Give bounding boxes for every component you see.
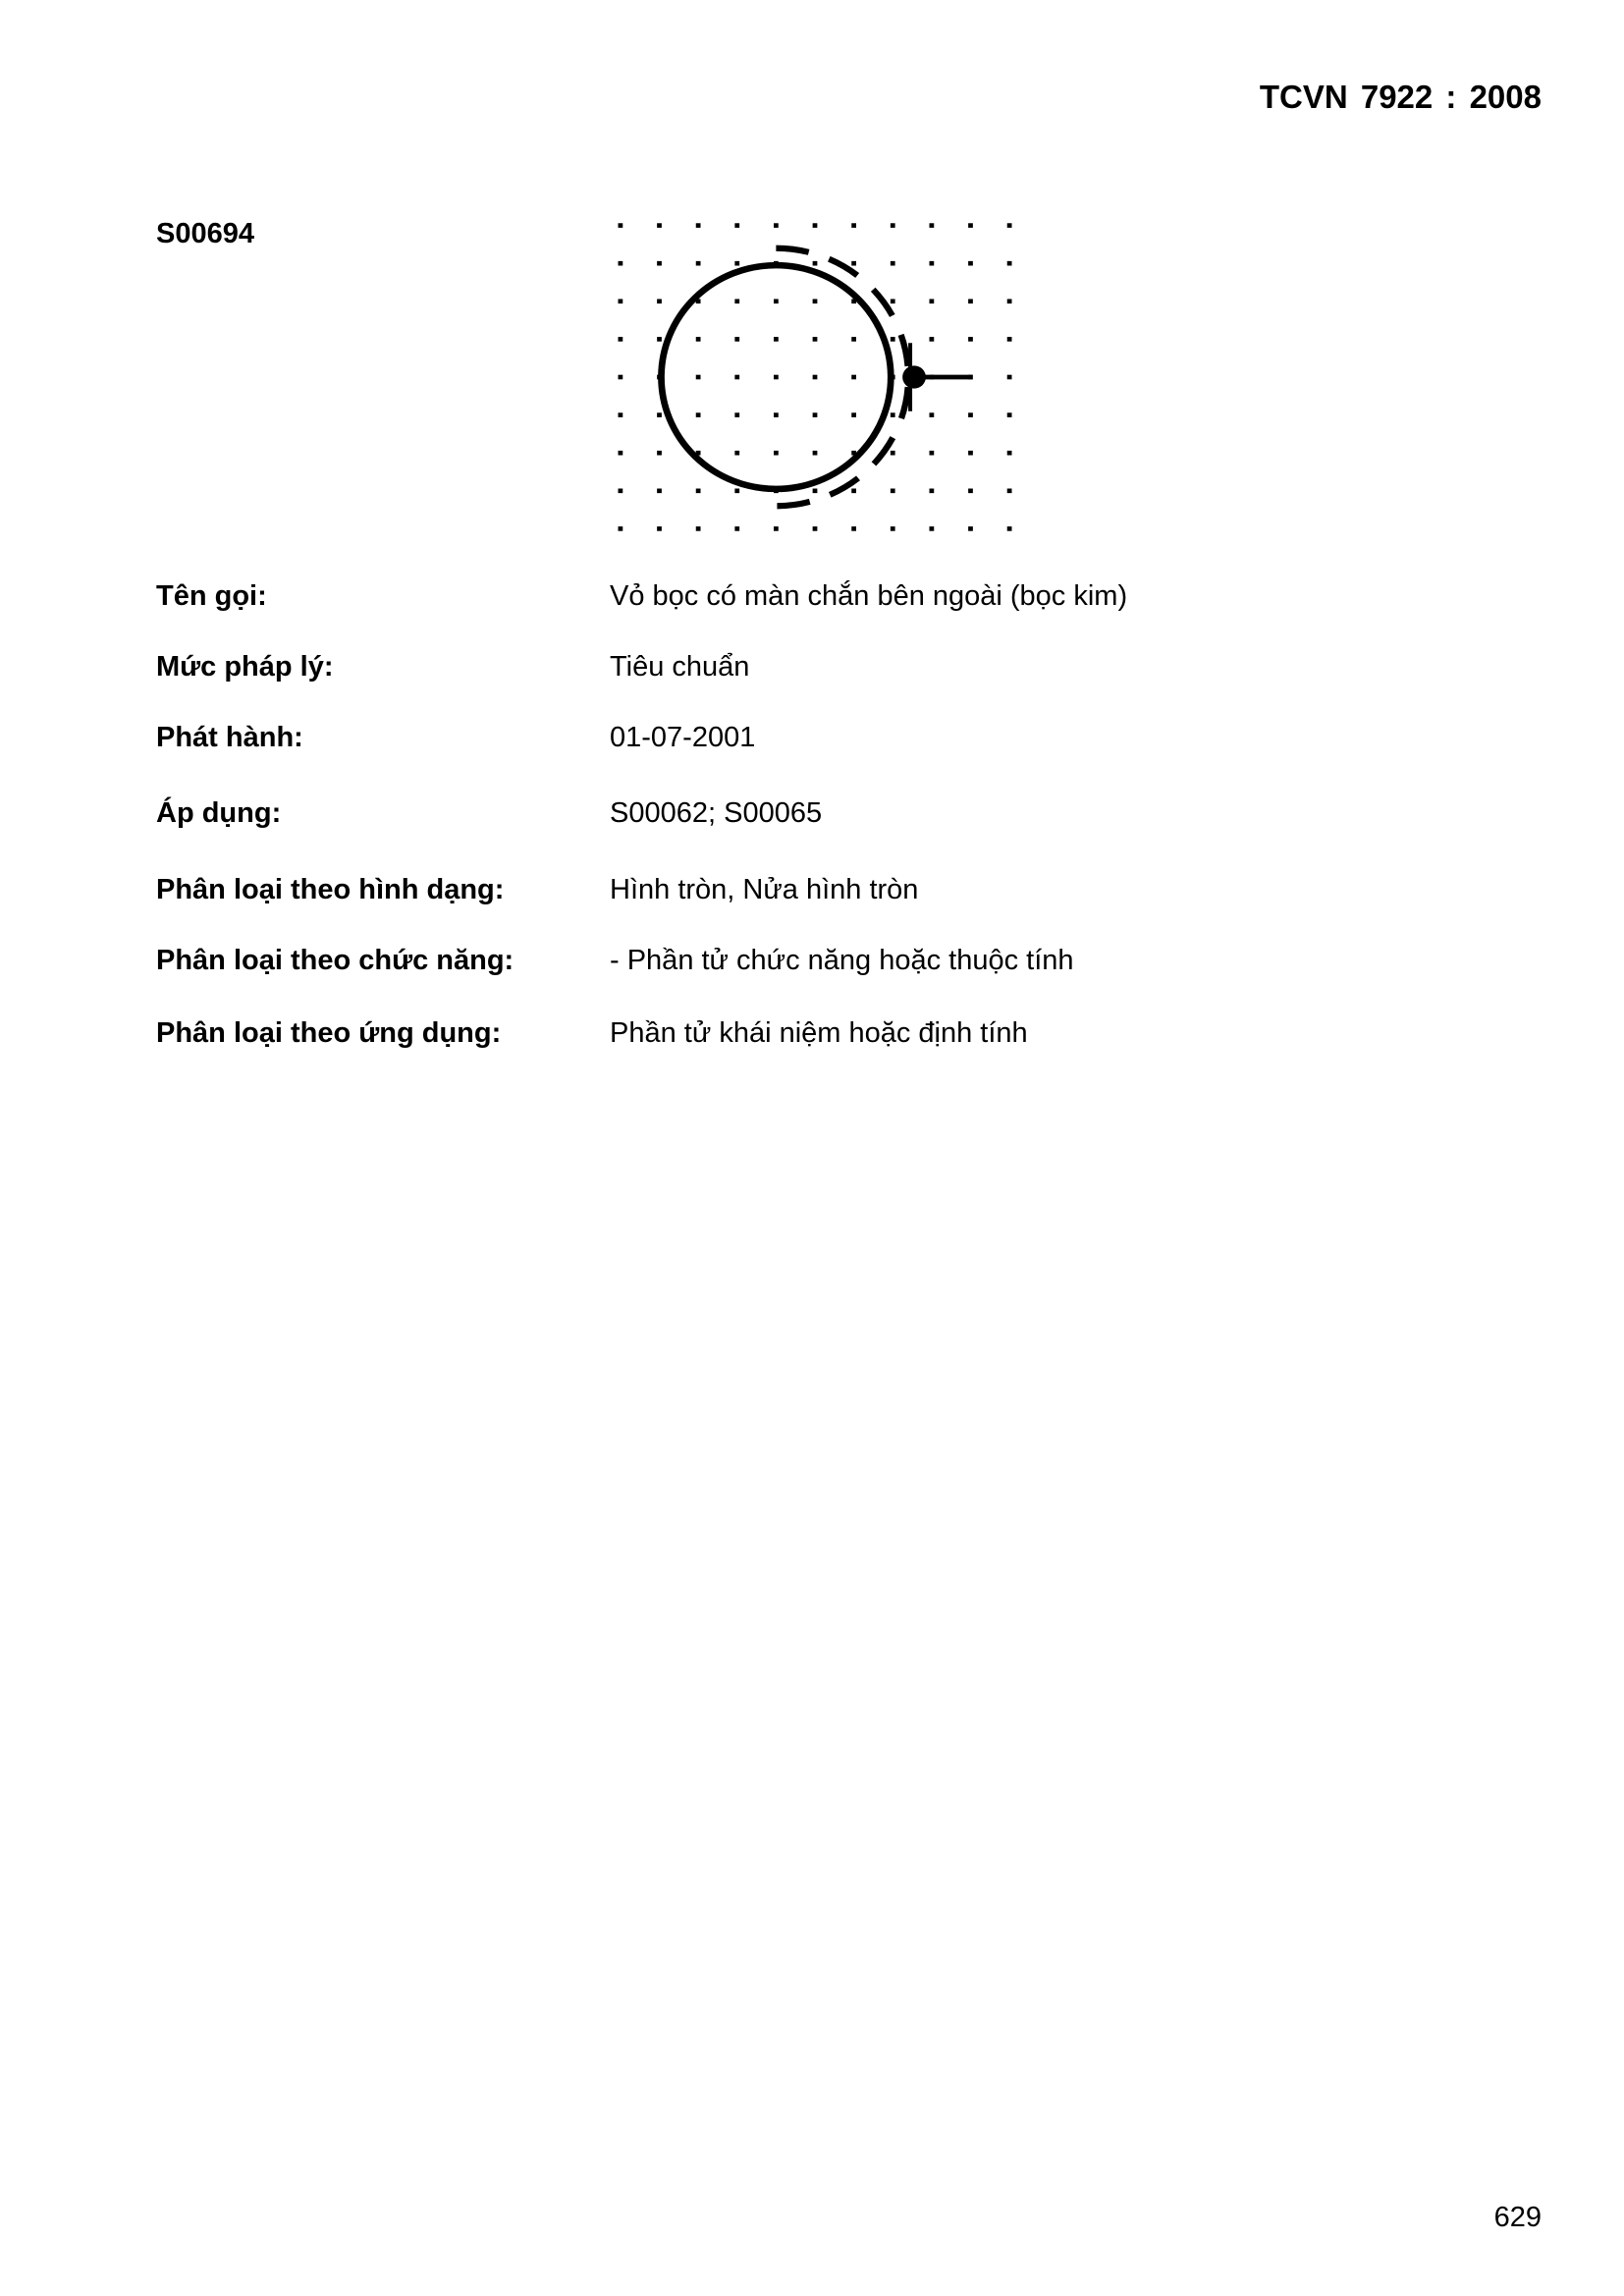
grid-dot bbox=[696, 375, 701, 380]
grid-dot bbox=[968, 337, 973, 342]
grid-dot bbox=[929, 451, 934, 456]
grid-dot bbox=[968, 412, 973, 417]
grid-dot bbox=[968, 261, 973, 266]
grid-dot bbox=[929, 337, 934, 342]
grid-dot bbox=[813, 526, 818, 531]
grid-dot bbox=[619, 412, 623, 417]
grid-dot bbox=[851, 261, 856, 266]
grid-dot bbox=[891, 451, 895, 456]
grid-dot bbox=[1007, 337, 1012, 342]
grid-dot bbox=[891, 526, 895, 531]
grid-dot bbox=[774, 412, 779, 417]
grid-dot bbox=[774, 451, 779, 456]
grid-dot bbox=[813, 261, 818, 266]
grid-dot bbox=[774, 299, 779, 303]
grid-dot bbox=[774, 223, 779, 228]
grid-dot bbox=[734, 261, 739, 266]
grid-dot bbox=[1007, 375, 1012, 380]
grid-dot bbox=[657, 261, 662, 266]
grid-dot bbox=[851, 223, 856, 228]
grid-dot bbox=[696, 526, 701, 531]
field-label: Phân loại theo hình dạng: bbox=[156, 874, 505, 905]
field-label: Tên gọi: bbox=[156, 580, 267, 612]
field-value: Phần tử khái niệm hoặc định tính bbox=[610, 1017, 1028, 1049]
grid-dot bbox=[696, 412, 701, 417]
grid-dot bbox=[657, 451, 662, 456]
grid-dot bbox=[929, 526, 934, 531]
grid-dot bbox=[929, 412, 934, 417]
grid-dot bbox=[851, 375, 856, 380]
grid-dot bbox=[734, 337, 739, 342]
grid-dot bbox=[774, 375, 779, 380]
grid-dot bbox=[813, 337, 818, 342]
grid-dot bbox=[696, 488, 701, 493]
grid-dot bbox=[619, 451, 623, 456]
grid-dot bbox=[929, 261, 934, 266]
grid-dot bbox=[891, 412, 895, 417]
grid-dot bbox=[657, 223, 662, 228]
grid-dot bbox=[734, 223, 739, 228]
standard-header: TCVN 7922 : 2008 bbox=[1259, 79, 1542, 115]
grid-dot bbox=[657, 412, 662, 417]
grid-dot bbox=[734, 488, 739, 493]
grid-dot bbox=[1007, 412, 1012, 417]
grid-dot bbox=[734, 299, 739, 303]
grid-dot bbox=[619, 337, 623, 342]
grid-dot bbox=[1007, 261, 1012, 266]
grid-dot bbox=[968, 488, 973, 493]
grid-dot bbox=[619, 375, 623, 380]
grid-dot bbox=[774, 526, 779, 531]
grid-dot bbox=[851, 488, 856, 493]
grid-dot bbox=[734, 526, 739, 531]
grid-dot bbox=[657, 337, 662, 342]
grid-dot bbox=[929, 223, 934, 228]
grid-dot bbox=[734, 375, 739, 380]
grid-dot bbox=[891, 223, 895, 228]
grid-dot bbox=[968, 451, 973, 456]
grid-dot bbox=[1007, 223, 1012, 228]
grid-dot bbox=[619, 261, 623, 266]
grid-dot bbox=[929, 299, 934, 303]
grid-dot bbox=[891, 299, 895, 303]
symbol-code: S00694 bbox=[156, 218, 254, 249]
grid-dot bbox=[968, 223, 973, 228]
grid-dot bbox=[657, 526, 662, 531]
field-label: Phân loại theo ứng dụng: bbox=[156, 1017, 502, 1049]
grid-dot bbox=[696, 261, 701, 266]
grid-dot bbox=[813, 488, 818, 493]
grid-dot bbox=[619, 526, 623, 531]
grid-dot bbox=[734, 412, 739, 417]
grid-dot bbox=[619, 299, 623, 303]
grid-dot bbox=[696, 337, 701, 342]
field-value: Tiêu chuẩn bbox=[610, 651, 750, 683]
grid-dot bbox=[1007, 488, 1012, 493]
grid-dot bbox=[813, 412, 818, 417]
grid-dot bbox=[851, 412, 856, 417]
grid-dot bbox=[619, 488, 623, 493]
grid-dot bbox=[657, 488, 662, 493]
field-value: Hình tròn, Nửa hình tròn bbox=[610, 874, 919, 905]
grid-dot bbox=[851, 337, 856, 342]
field-label: Phát hành: bbox=[156, 722, 303, 753]
field-label: Phân loại theo chức năng: bbox=[156, 945, 514, 976]
grid-dot bbox=[619, 223, 623, 228]
grid-dot bbox=[1007, 451, 1012, 456]
grid-dot bbox=[968, 299, 973, 303]
grid-dot bbox=[813, 451, 818, 456]
grid-dot bbox=[657, 299, 662, 303]
grid-dot bbox=[774, 337, 779, 342]
page-number: 629 bbox=[1493, 2202, 1542, 2233]
shielded-enclosure-symbol-icon bbox=[609, 214, 1021, 540]
grid-dot bbox=[1007, 299, 1012, 303]
field-value: 01-07-2001 bbox=[610, 722, 756, 753]
field-label: Mức pháp lý: bbox=[156, 651, 334, 683]
grid-dot bbox=[734, 451, 739, 456]
grid-dot bbox=[813, 299, 818, 303]
grid-dot bbox=[929, 488, 934, 493]
grid-dot bbox=[813, 375, 818, 380]
field-value: Vỏ bọc có màn chắn bên ngoài (bọc kim) bbox=[610, 580, 1128, 612]
field-value: S00062; S00065 bbox=[610, 797, 823, 829]
field-label: Áp dụng: bbox=[156, 797, 282, 829]
grid-dot bbox=[968, 526, 973, 531]
grid-dot bbox=[891, 488, 895, 493]
grid-dot bbox=[851, 526, 856, 531]
field-value: - Phần tử chức năng hoặc thuộc tính bbox=[610, 945, 1074, 976]
grid-dot bbox=[1007, 526, 1012, 531]
grid-dot bbox=[813, 223, 818, 228]
grid-dot bbox=[696, 223, 701, 228]
grid-dot bbox=[891, 337, 895, 342]
grid-dot bbox=[891, 261, 895, 266]
